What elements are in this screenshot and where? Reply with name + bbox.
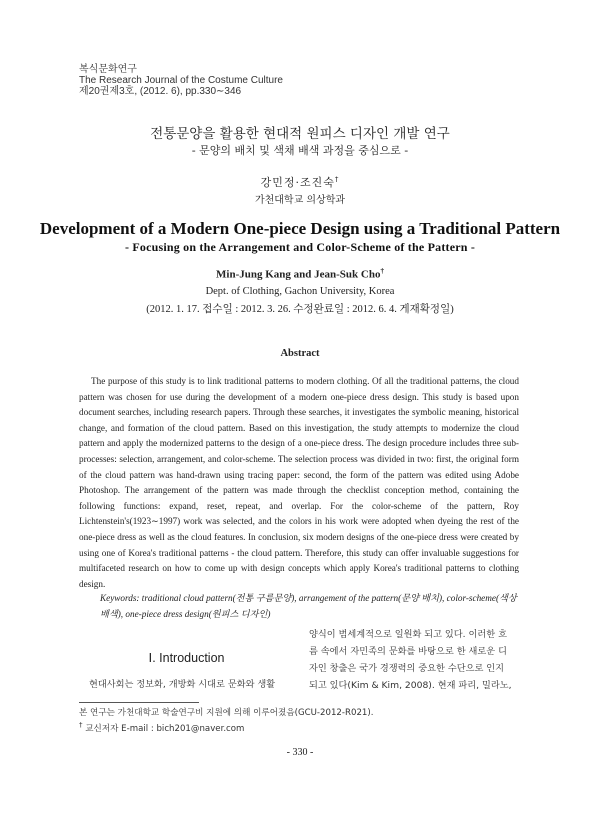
korean-corresponding-mark: † [334, 175, 340, 184]
abstract-heading: Abstract [280, 348, 320, 359]
footnote-funding: 본 연구는 가천대학교 학술연구비 지원에 의해 이루어졌음(GCU-2012-R021). [79, 708, 374, 718]
english-title: Development of a Modern One-piece Design using a Traditional Pattern [39, 219, 561, 238]
page-number: - 330 - [286, 747, 314, 758]
english-subtitle: - Focusing on the Arrangement and Color-Scheme of the Pattern - [124, 240, 476, 254]
footnote-rule [79, 702, 199, 703]
korean-title: 전통문양을 활용한 현대적 원피스 디자인 개발 연구 [150, 126, 450, 142]
intro-right-line-1: 양식이 범세계적으로 일원화 되고 있다. 이러한 흐 [309, 629, 507, 640]
korean-affiliation: 가천대학교 의상학과 [254, 195, 346, 206]
intro-right-line-3: 자인 창출은 국가 경쟁력의 중요한 수단으로 인지 [309, 663, 505, 674]
abstract-body: The purpose of this study is to link traditional patterns to modern clothing. Of all the traditional patterns, the cloud pattern was chosen for use during the development of a modern one-piece dress design. This study is based upon document searches, including research papers. Through these searches, it investigates the symbolic meaning, historical change, and formation of the cloud pattern. Based on this investigation, the study attempts to modernize the cloud pattern and apply the modernized patterns to the design of a one-piece dress. The design procedure includes three sub-processes: selection, arrangement, and color-scheme. The selection process was divided in two: first, the original form of the cloud pattern was hand-drawn using tracing paper: second, the form of the pattern was edited using Adobe Photoshop. The arrangement of the pattern was made through the checklist conception method, containing the following functions: expand, reset, repeat, and overlap. For the color-scheme of the pattern, Roy Lichtenstein's(1923∼1997) work was selected, and the colors in his work were adopted when dyeing the rest of the one-piece dress as well as the cloud features. In conclusion, six modern designs of the one-piece dress were created by using one of Korea's traditional patterns - the cloud pattern. Therefore, this study can offer invaluable suggestions for multifaceted research on how to come up with design concepts which apply Korea's traditional patterns to clothing design. [79, 376, 519, 589]
submission-dates: (2012. 1. 17. 접수일 : 2012. 3. 26. 수정완료일 : 2012. 6. 4. 게재확정일) [146, 304, 454, 315]
journal-korean-name: 복식문화연구 [79, 64, 137, 75]
journal-english-name: The Research Journal of the Costume Culture [79, 75, 283, 86]
journal-issue: 제20권제3호, (2012. 6), pp.330∼346 [79, 86, 242, 97]
english-affiliation: Dept. of Clothing, Gachon University, Korea [205, 286, 395, 297]
footnote-corresponding-mark: † [79, 721, 83, 729]
english-author-names: Min-Jung Kang and Jean-Suk Cho [216, 268, 381, 281]
english-corresponding-mark: † [380, 267, 384, 275]
english-authors [0, 267, 600, 281]
footnote-corresponding [79, 719, 244, 735]
intro-right-line-2: 름 속에서 자민족의 문화를 바탕으로 한 새로운 디 [309, 646, 507, 657]
footnote-corresponding-text: 교신저자 E-mail : bich201@naver.com [85, 723, 245, 734]
intro-right-line-4: 되고 있다(Kim & Kim, 2008). 현재 파리, 밀라노, [309, 680, 512, 691]
korean-author-names: 강민정·조진숙 [260, 176, 335, 189]
intro-left-text: 현대사회는 정보화, 개방화 시대로 문화와 생활 [89, 679, 276, 690]
korean-subtitle: - 문양의 배치 및 색채 배색 과정을 중심으로 - [191, 144, 409, 157]
introduction-heading: Ⅰ. Introduction [148, 651, 225, 665]
keywords: Keywords: traditional cloud pattern(전통 구름문양), arrangement of the pattern(문양 배치), color-scheme(색상 배색), one-piece dress design(원피스 디자인) [100, 593, 517, 619]
korean-authors [0, 174, 600, 190]
